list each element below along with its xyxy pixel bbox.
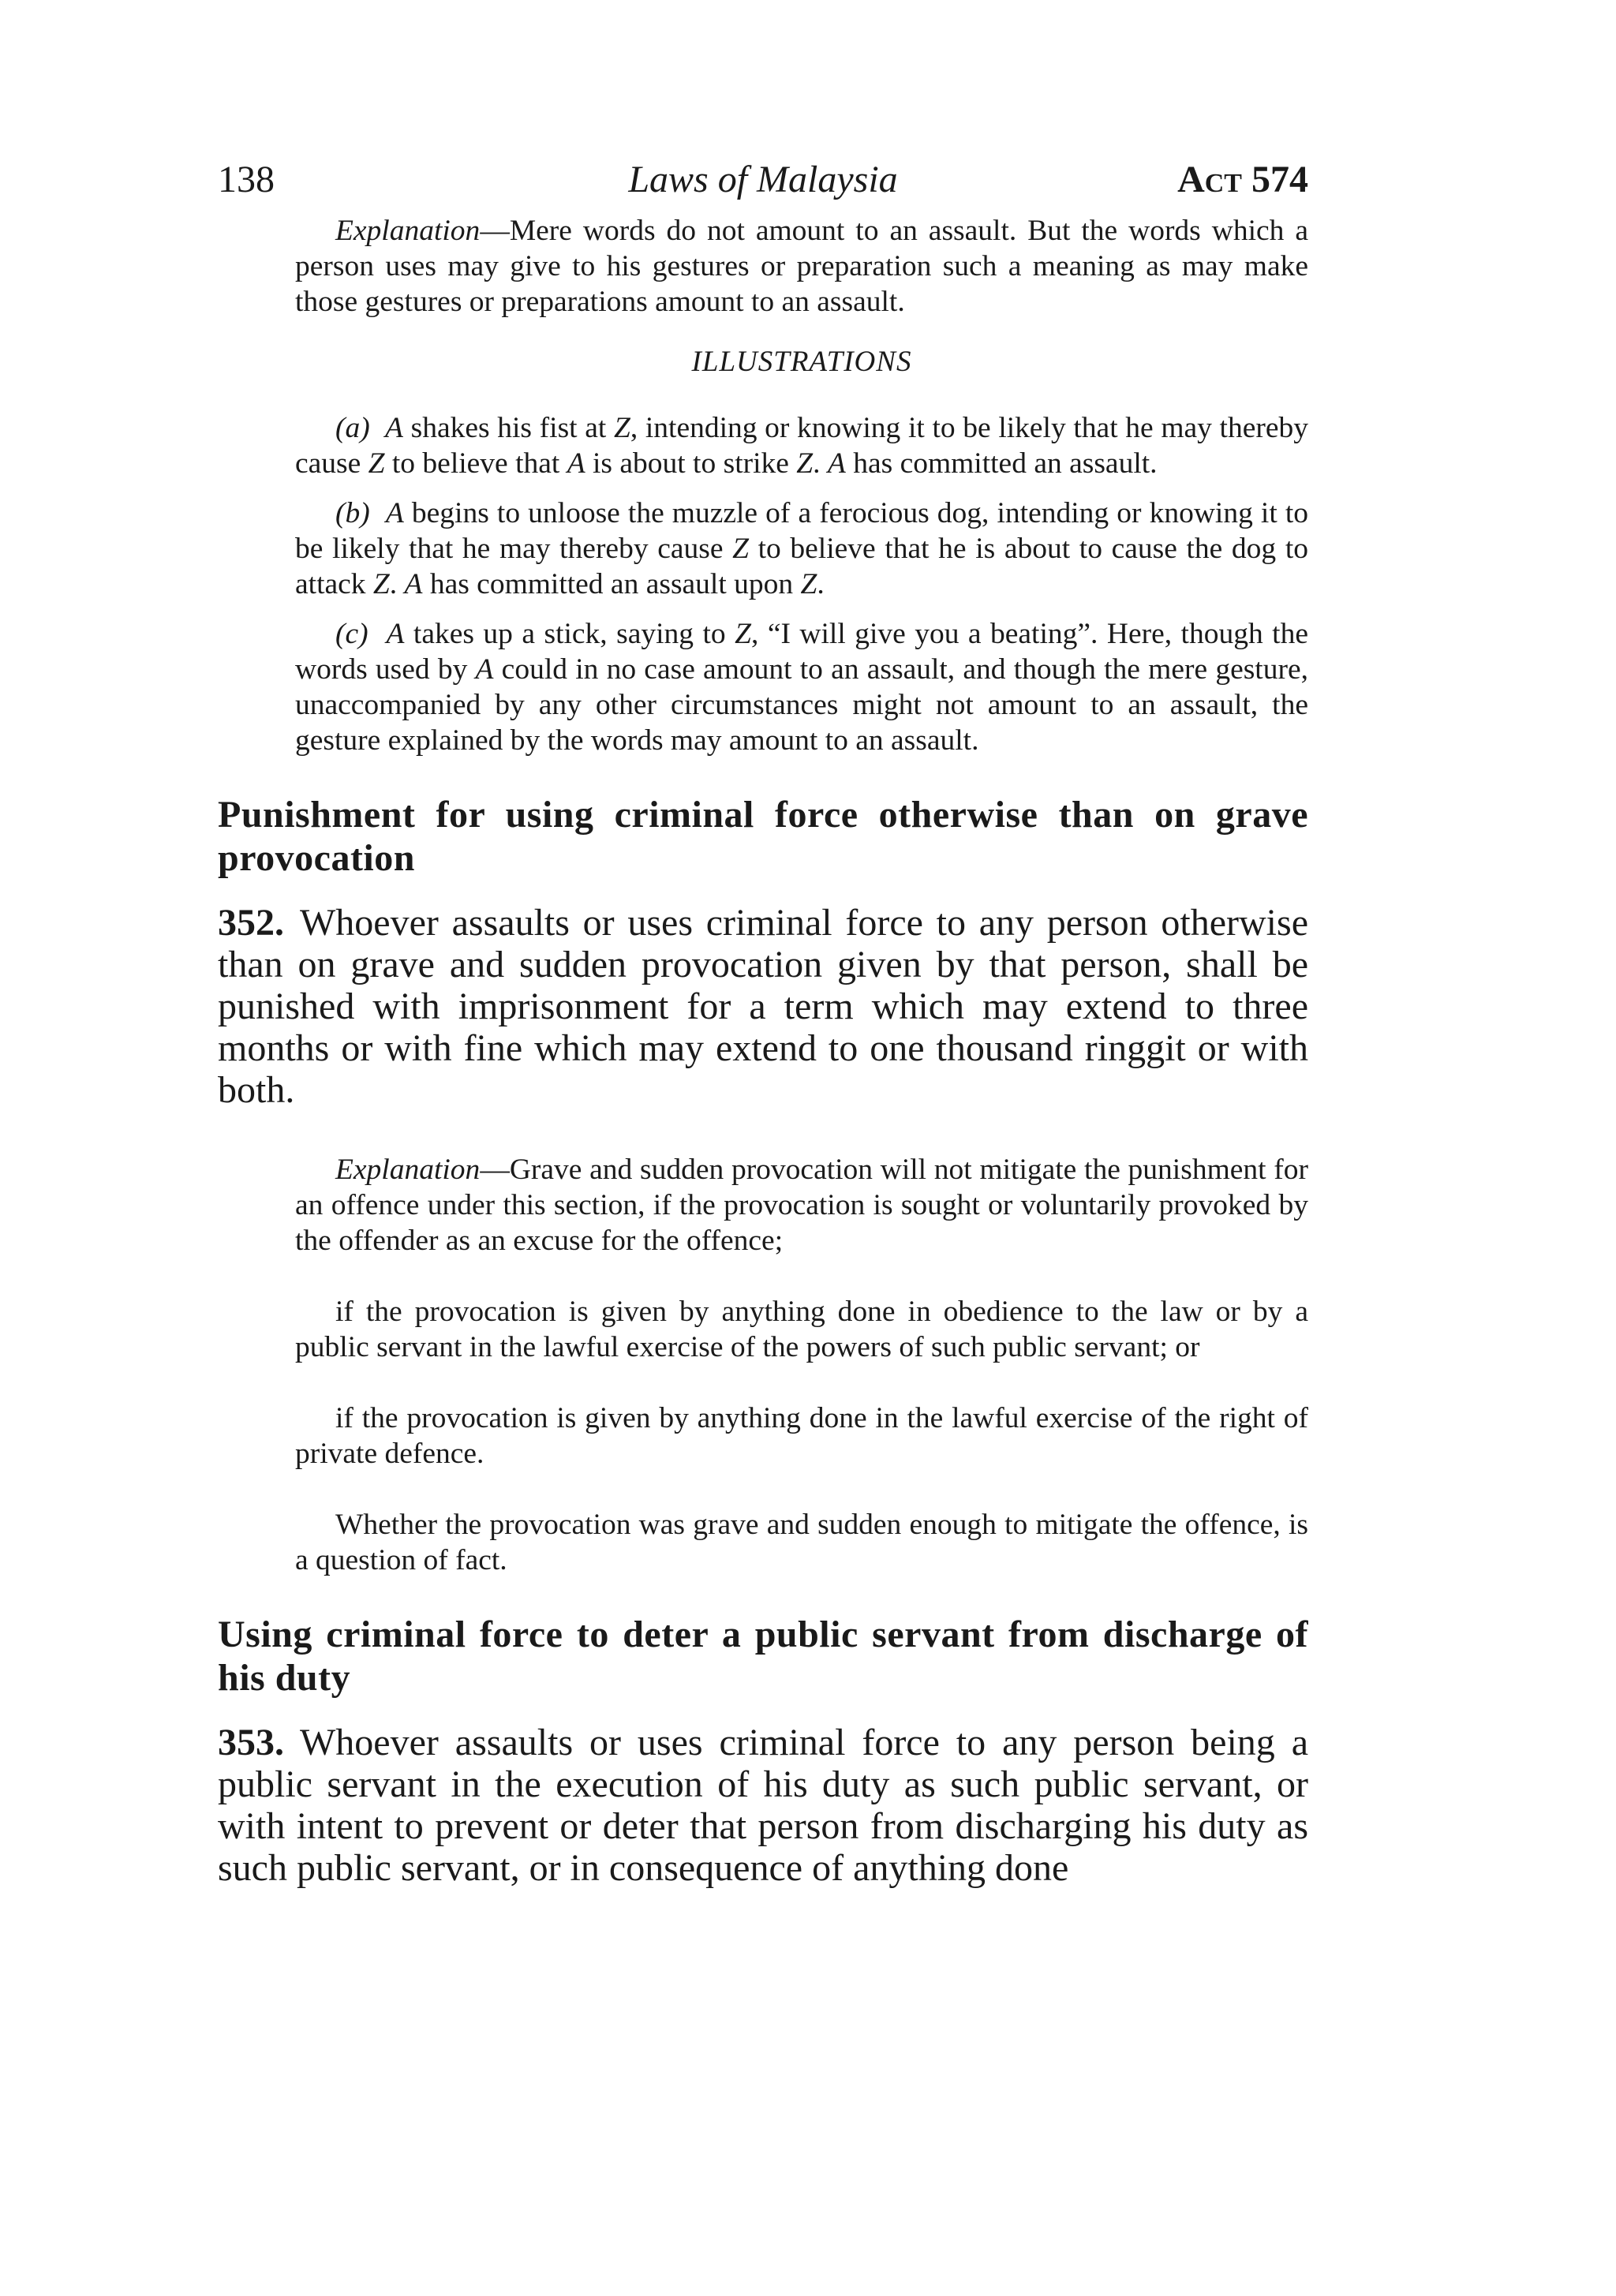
section-number: 353. [218, 1722, 284, 1763]
illustration-item [295, 616, 1308, 758]
illustration-item [295, 410, 1308, 481]
explanation-352 [295, 1152, 1308, 1578]
explanation-paragraph: if the provocation is given by anything done in obedience to the law or by a public servant in the lawful exercise of the powers of such public servant; or [295, 1296, 1308, 1363]
illustration-text: A takes up a stick, saying to Z, “I will give you a beating”. Here, though the words used by A could in no case amount to an assault, and though the mere gesture, unaccompanied by any other circumstances might not amount to an assault, the gesture explained by the words may amount to an assault. [295, 618, 1308, 757]
act-label [1177, 158, 1308, 201]
section-353-heading: Using criminal force to deter a public servant from discharge of his duty [218, 1614, 1308, 1699]
illustration-item [295, 495, 1308, 602]
explanation-text: —Mere words do not amount to an assault. But the words which a person uses may give to his gestures or preparation such a meaning as may make those gestures or preparations amount to an assault. [295, 215, 1308, 318]
section-352-heading: Punishment for using criminal force otherwise than on grave provocation [218, 794, 1308, 879]
act-word: Act [1177, 159, 1242, 200]
section-number: 352. [218, 902, 284, 944]
explanation-label: Explanation [335, 1154, 481, 1186]
explanation-label: Explanation [335, 215, 481, 247]
section-text: Whoever assaults or uses criminal force to any person otherwise than on grave and sudden provocation given by that person, shall be punished with imprisonment for a term which may extend to three months or with fine which may extend to one thousand ringgit or with both. [218, 902, 1308, 1111]
page-header [218, 158, 1308, 213]
explanation-351 [295, 213, 1308, 320]
illustration-label: (c) [335, 618, 368, 650]
section-353-body [218, 1722, 1308, 1889]
illustration-label: (a) [335, 412, 370, 444]
illustration-text: A begins to unloose the muzzle of a ferocious dog, intending or knowing it to be likely that he may thereby cause Z to believe that he is about to cause the dog to attack Z. A has committed an assault upon Z. [295, 497, 1308, 600]
illustration-label: (b) [335, 497, 370, 529]
illustrations-list [295, 410, 1308, 758]
page-number: 138 [218, 159, 275, 200]
act-number: 574 [1251, 159, 1308, 200]
document-page [218, 158, 1308, 1889]
explanation-paragraph: Whether the provocation was grave and sudden enough to mitigate the offence, is a question of fact. [295, 1509, 1308, 1576]
section-352-body [218, 902, 1308, 1111]
running-title: Laws of Malaysia [628, 159, 898, 200]
illustrations-heading: ILLUSTRATIONS [691, 346, 912, 378]
illustration-text: A shakes his fist at Z, intending or knowing it to be likely that he may thereby cause Z to believe that A is about to strike Z. A has committed an assault. [295, 412, 1308, 480]
section-text: Whoever assaults or uses criminal force to any person being a public servant in the execution of his duty as such public servant, or with intent to prevent or deter that person from discharging his duty as such public servant, or in consequence of anything done [218, 1722, 1308, 1889]
explanation-text: —Grave and sudden provocation will not mitigate the punishment for an offence under this section, if the provocation is sought or voluntarily provoked by the offender as an excuse for the offence; [295, 1154, 1308, 1257]
explanation-paragraph: if the provocation is given by anything done in the lawful exercise of the right of private defence. [295, 1402, 1308, 1470]
